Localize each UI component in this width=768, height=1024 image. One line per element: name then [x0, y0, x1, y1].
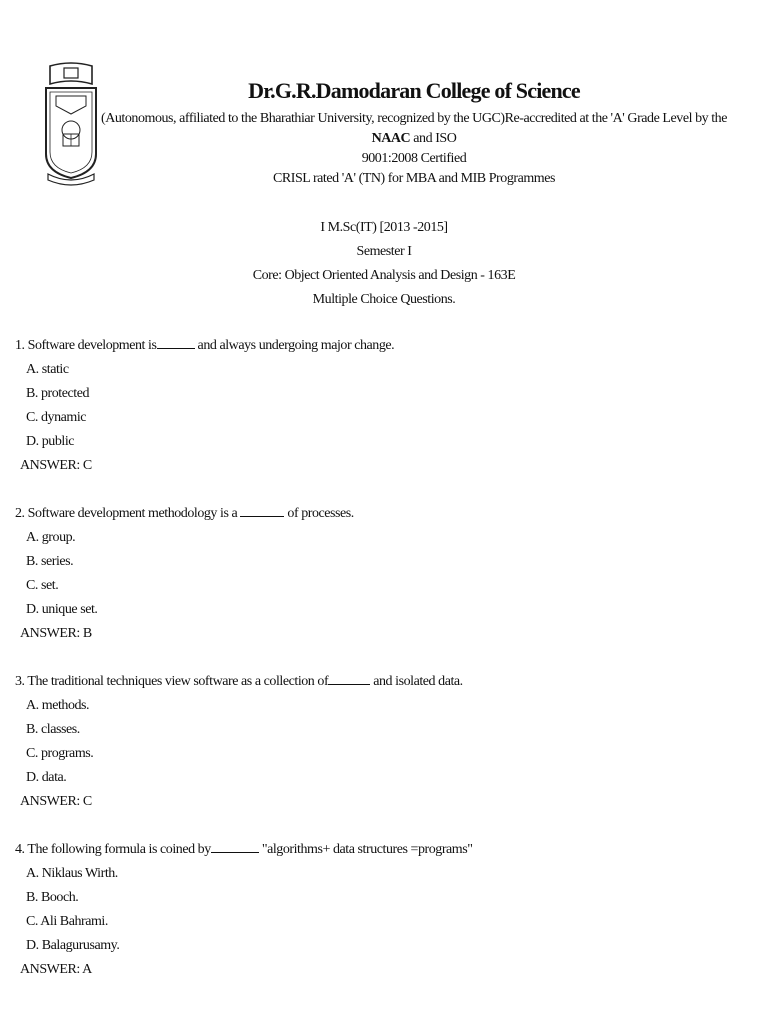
option-c: C. Ali Bahrami.: [26, 914, 108, 929]
option-b: B. protected: [26, 386, 90, 401]
question-text-after: and always undergoing major change.: [194, 338, 395, 353]
subject-line: Core: Object Oriented Analysis and Design - 163E: [252, 268, 516, 283]
question-type-line: Multiple Choice Questions.: [312, 292, 456, 307]
question-text-after: of processes.: [284, 506, 354, 521]
question-item: [15, 502, 755, 646]
question-text-before: 4. The following formula is coined by: [15, 842, 211, 857]
option-a: A. group.: [26, 530, 76, 545]
question-list: [15, 334, 755, 1006]
option-c: C. set.: [26, 578, 59, 593]
option-a: A. methods.: [26, 698, 90, 713]
answer-blank: [157, 336, 195, 349]
certification-line: 9001:2008 Certified: [361, 151, 467, 166]
option-b: B. classes.: [26, 722, 80, 737]
question-text-after: "algorithms+ data structures =programs": [258, 842, 473, 857]
option-d: D. unique set.: [26, 602, 98, 617]
question-stem: [15, 838, 755, 862]
question-stem: [15, 670, 755, 694]
option-b: B. series.: [26, 554, 74, 569]
college-crest-logo: [42, 62, 100, 188]
question-stem: [15, 334, 755, 358]
option-c: C. dynamic: [26, 410, 87, 425]
answer-blank: [328, 672, 370, 685]
affiliation-suffix: and ISO: [410, 131, 457, 146]
answer-line: ANSWER: A: [20, 962, 92, 977]
option-c: C. programs.: [26, 746, 94, 761]
question-text-before: 1. Software development is: [15, 338, 157, 353]
option-d: D. public: [26, 434, 75, 449]
program-line: I M.Sc(IT) [2013 -2015]: [320, 220, 448, 235]
answer-line: ANSWER: B: [20, 626, 92, 641]
question-text-before: 2. Software development methodology is a: [15, 506, 241, 521]
option-a: A. Niklaus Wirth.: [26, 866, 118, 881]
header: [100, 76, 728, 189]
naac-text: NAAC: [371, 131, 411, 146]
college-title: Dr.G.R.Damodaran College of Science: [248, 78, 580, 103]
option-b: B. Booch.: [26, 890, 79, 905]
semester-line: Semester I: [356, 244, 412, 259]
affiliation-text: (Autonomous, affiliated to the Bharathiar University, recognized by the UGC)Re-accredited at the 'A' Grade Level by the: [101, 111, 727, 126]
answer-line: ANSWER: C: [20, 458, 92, 473]
question-stem: [15, 502, 755, 526]
question-item: [15, 838, 755, 982]
question-text-before: 3. The traditional techniques view software as a collection of: [15, 674, 329, 689]
answer-line: ANSWER: C: [20, 794, 92, 809]
question-text-after: and isolated data.: [370, 674, 463, 689]
answer-blank: [240, 504, 284, 517]
option-d: D. data.: [26, 770, 67, 785]
option-d: D. Balagurusamy.: [26, 938, 120, 953]
crisl-line: CRISL rated 'A' (TN) for MBA and MIB Programmes: [272, 171, 555, 186]
answer-blank: [211, 840, 259, 853]
affiliation-line: [100, 109, 728, 149]
question-item: [15, 334, 755, 478]
option-a: A. static: [26, 362, 69, 377]
course-info: [0, 216, 768, 312]
question-item: [15, 670, 755, 814]
